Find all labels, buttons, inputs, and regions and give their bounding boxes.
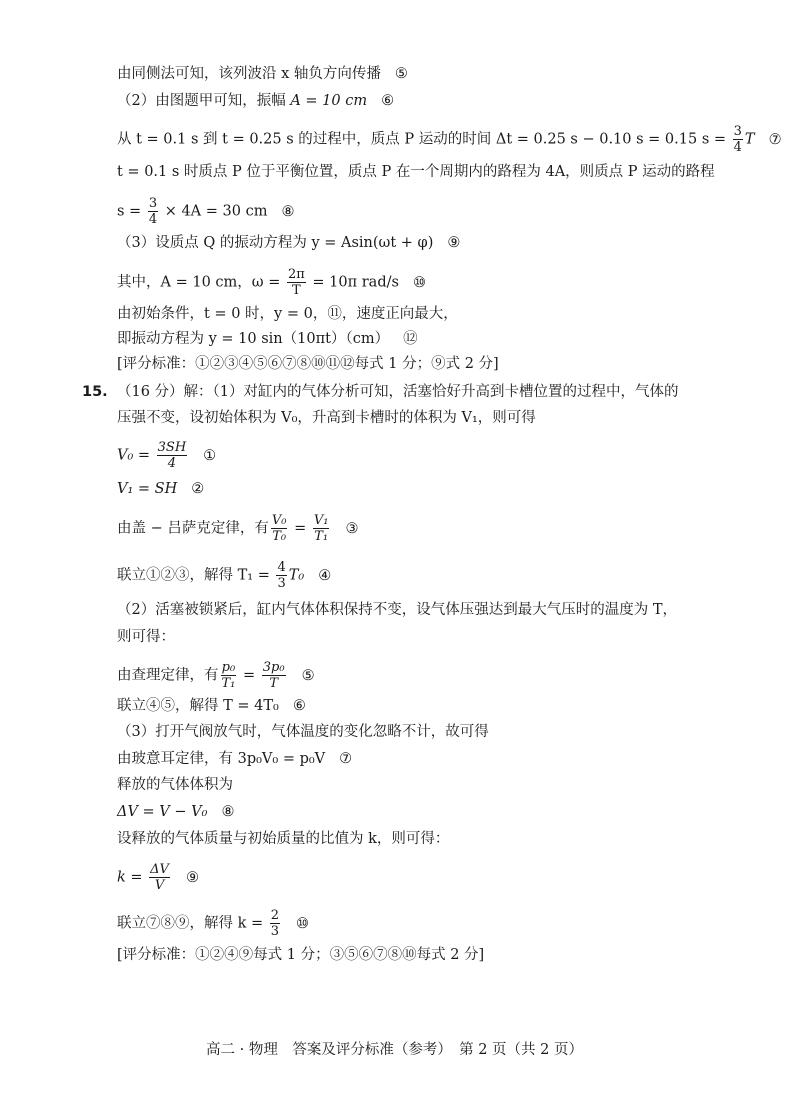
line-scoring-14: [评分标准：①②③④⑤⑥⑦⑧⑩⑪⑫每式 1 分；⑨式 2 分] xyxy=(117,356,499,372)
line-charles: 由查理定律，有 $\frac{\text{p₀}}{\text{T₁}}$ = $\frac{\text{3p₀}}{T}$ ⑤ xyxy=(117,660,315,691)
fraction: $\frac{4}{3}$ xyxy=(277,560,286,591)
fraction: $\frac{\text{V₁}}{\text{T₁}}$ xyxy=(313,513,329,544)
line-delta-v: ΔV = V − V₀ ⑧ xyxy=(117,804,235,820)
line-amplitude: （2）由图题甲可知，振幅 A = 10 cm ⑥ xyxy=(117,93,395,109)
page-footer: 高二 · 物理 答案及评分标准（参考） 第 2 页（共 2 页） xyxy=(206,1042,583,1058)
line-released-volume: 释放的气体体积为 xyxy=(117,777,233,793)
line-part2-then: 则可得： xyxy=(117,629,175,645)
line-vibration-eq: （3）设质点 Q 的振动方程为 y = Asin(ωt + φ) ⑨ xyxy=(117,235,461,251)
line-k-def: k = $\frac{\Delta V}{V}$ ⑨ xyxy=(117,862,199,893)
line-omega: 其中，A = 10 cm，ω = $\frac{2\pi}{T}$ = 10π rad/s ⑩ xyxy=(117,267,426,298)
fraction: $\frac{2}{3}$ xyxy=(270,908,280,939)
line-path-value: s = $\frac{3}{4}$ × 4A = 30 cm ⑧ xyxy=(117,196,295,227)
fraction: $\frac{3}{4}$ xyxy=(733,124,742,155)
line-path-intro: t = 0.1 s 时质点 P 位于平衡位置，质点 P 在一个周期内的路程为 4A，则质点 P 运动的路程 xyxy=(117,164,715,180)
line-wave-direction: 由同侧法可知，该列波沿 x 轴负方向传播 ⑤ xyxy=(117,66,408,82)
line-v1: V₁ = SH ② xyxy=(117,481,205,497)
line-gay-lussac: 由盖 − 吕萨克定律，有 $\frac{\text{V₀}}{\text{T₀}}$ = $\frac{\text{V₁}}{\text{T₁}}$ ③ xyxy=(117,513,359,544)
line-q15-intro: （16 分）解：（1）对缸内的气体分析可知，活塞恰好升高到卡槽位置的过程中，气体的 xyxy=(117,384,679,400)
line-t-result: 联立④⑤，解得 T = 4T₀ ⑥ xyxy=(117,698,306,714)
line-v0: V₀ = $\frac{3SH}{4}$ ① xyxy=(117,440,217,471)
fraction: $\frac{\text{V₀}}{\text{T₀}}$ xyxy=(271,513,287,544)
line-time-interval: 从 t = 0.1 s 到 t = 0.25 s 的过程中，质点 P 运动的时间 Δt = 0.25 s − 0.10 s = 0.15 s = $\frac{3}{4}$ T ⑦ xyxy=(117,124,782,155)
fraction: $\frac{3SH}{4}$ xyxy=(157,440,187,471)
line-part2-intro: （2）活塞被锁紧后，缸内气体体积保持不变，设气体压强达到最大气压时的温度为 T， xyxy=(117,602,678,618)
fraction: $\frac{\text{3p₀}}{T}$ xyxy=(262,660,285,691)
line-final-equation: 即振动方程为 y = 10 sin（10πt）（cm） ⑫ xyxy=(117,331,418,347)
fraction: $\frac{\text{p₀}}{\text{T₁}}$ xyxy=(221,660,236,691)
fraction: $\frac{2\pi}{T}$ xyxy=(287,267,305,298)
line-k-result: 联立⑦⑧⑨，解得 k = $\frac{2}{3}$ ⑩ xyxy=(117,908,310,939)
line-initial-condition: 由初始条件，t = 0 时，y = 0，⑪，速度正向最大， xyxy=(117,306,458,322)
question-number: 15. xyxy=(82,384,108,400)
fraction: $\frac{\Delta V}{V}$ xyxy=(150,862,169,893)
line-ratio-intro: 设释放的气体质量与初始质量的比值为 k，则可得： xyxy=(117,831,450,847)
line-q15-pressure: 压强不变，设初始体积为 V₀，升高到卡槽时的体积为 V₁，则可得 xyxy=(117,410,536,426)
line-scoring-15: [评分标准：①②④⑨每式 1 分；③⑤⑥⑦⑧⑩每式 2 分] xyxy=(117,947,485,963)
line-t1-result: 联立①②③，解得 T₁ = $\frac{4}{3}$ T₀ ④ xyxy=(117,560,332,591)
line-boyle: 由玻意耳定律，有 3p₀V₀ = p₀V ⑦ xyxy=(117,751,353,767)
fraction: $\frac{3}{4}$ xyxy=(148,196,158,227)
line-part3-intro: （3）打开气阀放气时，气体温度的变化忽略不计，故可得 xyxy=(117,724,489,740)
